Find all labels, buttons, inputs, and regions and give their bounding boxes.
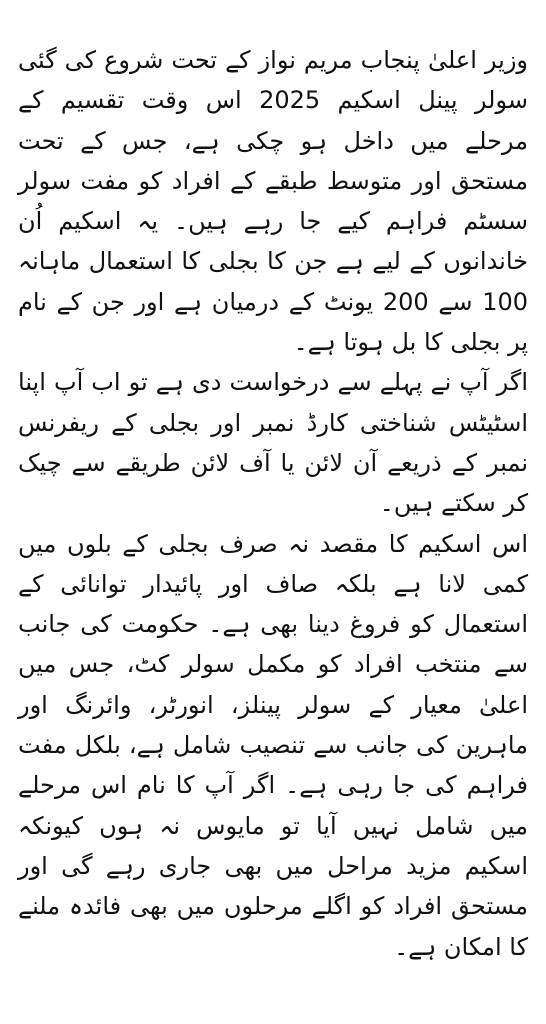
article-paragraph-scheme-purpose: اس اسکیم کا مقصد نہ صرف بجلی کے بلوں میں کمی لانا ہے بلکہ صاف اور پائیدار توانائی کے استعمال کو فروغ دینا بھی ہے۔ حکومت کی جانب سے منتخب افراد کو مکمل سولر کٹ، جس میں اعلیٰ معیار کے سولر پینلز، انورٹر، وائرنگ اور ماہرین کی جانب سے تنصیب شامل ہے، بلکل مفت فراہم کی جا رہی ہے۔ اگر آپ کا نام اس مرحلے میں شامل نہیں آیا تو مایوس نہ ہوں کیونکہ اسکیم مزید مراحل میں بھی جاری رہے گی اور مستحق افراد کو اگلے مرحلوں میں بھی فائدہ ملنے کا امکان ہے۔: [18, 529, 528, 961]
article-body: [18, 40, 528, 967]
article-paragraph-scheme-intro: وزیر اعلیٰ پنجاب مریم نواز کے تحت شروع کی گئی سولر پینل اسکیم 2025 اس وقت تقسیم کے مرحلے میں داخل ہو چکی ہے، جس کے تحت مستحق اور متوسط طبقے کے افراد کو مفت سولر سسٹم فراہم کیے جا رہے ہیں۔ یہ اسکیم اُن خاندانوں کے لیے ہے جن کا بجلی کا استعمال ماہانہ 100 سے 200 یونٹ کے درمیان ہے اور جن کے نام پر بجلی کا بل ہوتا ہے۔: [18, 46, 529, 357]
article-paragraph-status-check: اگر آپ نے پہلے سے درخواست دی ہے تو اب آپ اپنا اسٹیٹس شناختی کارڈ نمبر اور بجلی کے ریفرنس نمبر کے ذریعے آن لائن یا آف لائن طریقے سے چیک کر سکتے ہیں۔: [18, 368, 528, 518]
